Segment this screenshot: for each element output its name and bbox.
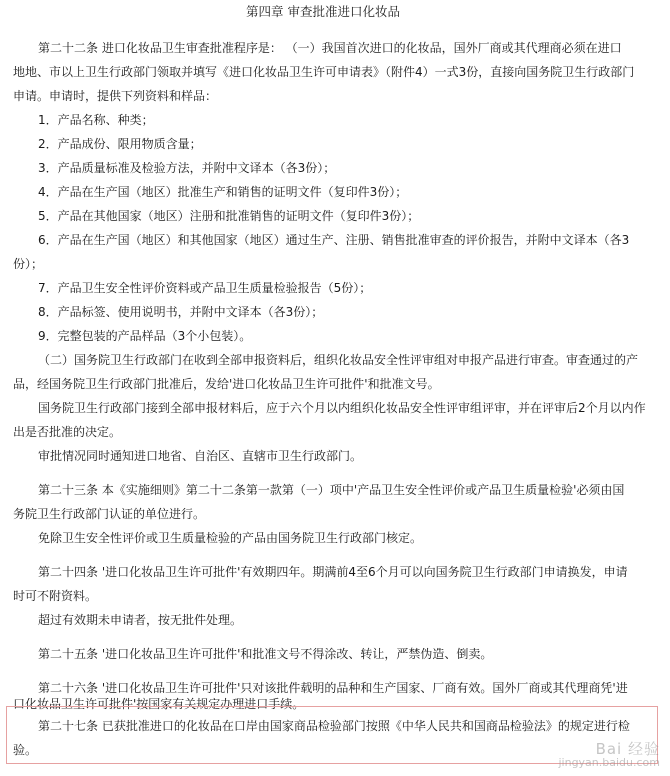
article-22-line-3: 申请。申请时，提供下列资料和样品： <box>13 89 218 103</box>
list-item-9: 9．完整包装的产品样品（3个小包装）。 <box>38 329 252 343</box>
list-item-6: 6．产品在生产国（地区）和其他国家（地区）通过生产、注册、销售批准审查的评价报告，并附中文译本（各3 <box>38 233 630 247</box>
article-24-line-1: 第二十四条 '进口化妆品卫生许可批件'有效期四年。期满前4至6个月可以向国务院卫生行政部门申请换发，申请 <box>38 565 628 579</box>
article-27-line-2: 验。 <box>13 743 38 757</box>
list-item-6-cont: 份）； <box>13 257 44 271</box>
watermark-brand: Bai 经验 <box>595 740 660 758</box>
list-item-7: 7．产品卫生安全性评价资料或产品卫生质量检验报告（5份）； <box>38 281 372 295</box>
article-22-part2-line-2: 品，经国务院卫生行政部门批准后，发给'进口化妆品卫生许可批件'和批准文号。 <box>13 377 440 391</box>
article-23-line-2: 务院卫生行政部门认证的单位进行。 <box>13 507 206 521</box>
article-22-part4: 审批情况同时通知进口地省、自治区、直辖市卫生行政部门。 <box>38 449 363 463</box>
chapter-title: 第四章 审查批准进口化妆品 <box>246 4 400 19</box>
watermark <box>558 742 660 770</box>
article-22-part3-line-1: 国务院卫生行政部门接到全部申报材料后，应于六个月以内组织化妆品安全性评审组评审，并在评审后2个月以内作 <box>38 401 646 415</box>
list-item-2: 2．产品成份、限用物质含量； <box>38 137 202 151</box>
article-26-line-2: 口化妆品卫生许可批件'按国家有关规定办理进口手续。 <box>13 697 305 711</box>
article-24-line-3: 超过有效期未申请者，按无批件处理。 <box>38 613 243 627</box>
article-24-line-2: 时可不附资料。 <box>13 589 98 603</box>
list-item-3: 3．产品质量标准及检验方法，并附中文译本（各3份）； <box>38 161 336 175</box>
article-22-line-2: 地地、市以上卫生行政部门领取并填写《进口化妆品卫生许可申请表》（附件4）一式3份，直接向国务院卫生行政部门 <box>13 65 635 79</box>
article-22-part2-line-1: （二）国务院卫生行政部门在收到全部申报资料后，组织化妆品安全性评审组对申报产品进行审查。审查通过的产 <box>38 353 639 367</box>
list-item-1: 1．产品名称、种类； <box>38 113 154 127</box>
article-26-line-1: 第二十六条 '进口化妆品卫生许可批件'只对该批件载明的品种和生产国家、厂商有效。国外厂商或其代理商凭'进 <box>38 681 628 695</box>
article-27-line-1: 第二十七条 已获批准进口的化妆品在口岸由国家商品检验部门按照《中华人民共和国商品检验法》的规定进行检 <box>38 719 630 733</box>
list-item-5: 5．产品在其他国家（地区）注册和批准销售的证明文件（复印件3份）； <box>38 209 420 223</box>
article-25-line-1: 第二十五条 '进口化妆品卫生许可批件'和批准文号不得涂改、转让，严禁伪造、倒卖。 <box>38 647 493 661</box>
list-item-4: 4．产品在生产国（地区）批准生产和销售的证明文件（复印件3份）； <box>38 185 408 199</box>
list-item-8: 8．产品标签、使用说明书，并附中文译本（各3份）； <box>38 305 324 319</box>
article-22-line-1: 第二十二条 进口化妆品卫生审查批准程序是： （一）我国首次进口的化妆品，国外厂商或其代理商必须在进口 <box>38 41 622 55</box>
article-23-line-1: 第二十三条 本《实施细则》第二十二条第一款第（一）项中'产品卫生安全性评价或产品卫生质量检验'必须由国 <box>38 483 625 497</box>
article-23-line-3: 免除卫生安全性评价或卫生质量检验的产品由国务院卫生行政部门核定。 <box>38 531 423 545</box>
article-22-part3-line-2: 出是否批准的决定。 <box>13 425 122 439</box>
watermark-url: jingyan.baidu.com <box>558 756 660 769</box>
